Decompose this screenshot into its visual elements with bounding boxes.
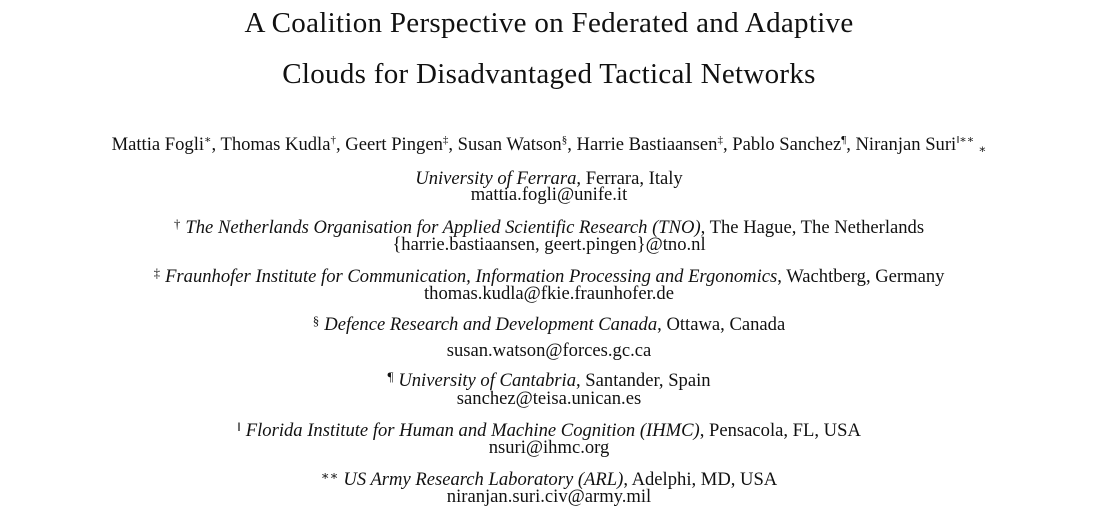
affiliation-email: {harrie.bastiaansen, geert.pingen}@tno.nl [392, 234, 706, 255]
affiliation-institution: The Netherlands Organisation for Applied Scientific Research (TNO) [185, 217, 701, 238]
affiliation-email: thomas.kudla@fkie.fraunhofer.de [424, 283, 674, 304]
affiliation-symbol: † [173, 216, 181, 231]
author-name: Geert Pingen [345, 134, 443, 155]
author-mark: ¶ [841, 134, 847, 146]
affiliation-location: , Santander, Spain [576, 370, 711, 391]
affiliation-institution: University of Cantabria [398, 370, 576, 391]
affiliation-institution: Fraunhofer Institute for Communication, Information Processing and Ergonomics [165, 266, 778, 287]
affiliation-location: , Ottawa, Canada [657, 314, 786, 335]
author-name: Thomas Kudla [220, 134, 331, 155]
affiliation-location: , Wachtberg, Germany [777, 266, 945, 287]
title-line-1: A Coalition Perspective on Federated and Adaptive [244, 7, 854, 39]
author-mark: ‡ [717, 134, 723, 146]
author-mark: ‡ [442, 134, 449, 146]
title-line-2: Clouds for Disadvantaged Tactical Networks [282, 58, 816, 90]
affiliation-email: mattia.fogli@unife.it [470, 184, 628, 205]
author-mark: ‖∗∗ [956, 134, 975, 146]
affiliation-email: susan.watson@forces.gc.ca [446, 340, 652, 361]
author-mark: † [330, 134, 336, 146]
author-name: Pablo Sanchez [732, 134, 842, 155]
affiliation-institution: Florida Institute for Human and Machine Cognition (IHMC) [245, 420, 700, 441]
affiliation-location: , Pensacola, FL, USA [699, 420, 861, 441]
affiliation-symbol: ¶ [387, 369, 394, 384]
affiliation-drdc [0, 313, 1098, 335]
affiliation-email: niranjan.suri.civ@army.mil [446, 486, 652, 507]
affiliation-institution: University of Ferrara [415, 168, 577, 189]
affiliation-symbol: § [312, 313, 320, 328]
author-mark: § [561, 134, 568, 146]
affiliation-email: sanchez@teisa.unican.es [456, 388, 642, 409]
author-name: Niranjan Suri [855, 134, 957, 155]
affiliation-institution: US Army Research Laboratory (ARL) [343, 469, 624, 490]
author-name: Susan Watson [457, 134, 562, 155]
author-name: Harrie Bastiaansen [576, 134, 718, 155]
author-list: Mattia Fogli∗, Thomas Kudla†, Geert Pingen‡, Susan Watson§, Harrie Bastiaansen‡, Pablo Sanchez¶, Niranjan Suri‖∗∗∗ [111, 134, 987, 156]
affiliation-symbol: ∗∗ [320, 468, 339, 483]
author-name: Mattia Fogli [111, 134, 205, 155]
affiliation-email: nsuri@ihmc.org [488, 437, 610, 458]
affiliation-symbol: ‡ [153, 265, 161, 280]
author-mark: ∗ [204, 134, 212, 146]
author-trailing-mark: ∗ [978, 142, 987, 156]
affiliation-location: , Ferrara, Italy [576, 168, 683, 189]
affiliation-location: , Adelphi, MD, USA [623, 469, 778, 490]
affiliation-location: , The Hague, The Netherlands [700, 217, 925, 238]
affiliation-symbol: ‖ [237, 419, 241, 434]
affiliation-institution: Defence Research and Development Canada [324, 314, 658, 335]
